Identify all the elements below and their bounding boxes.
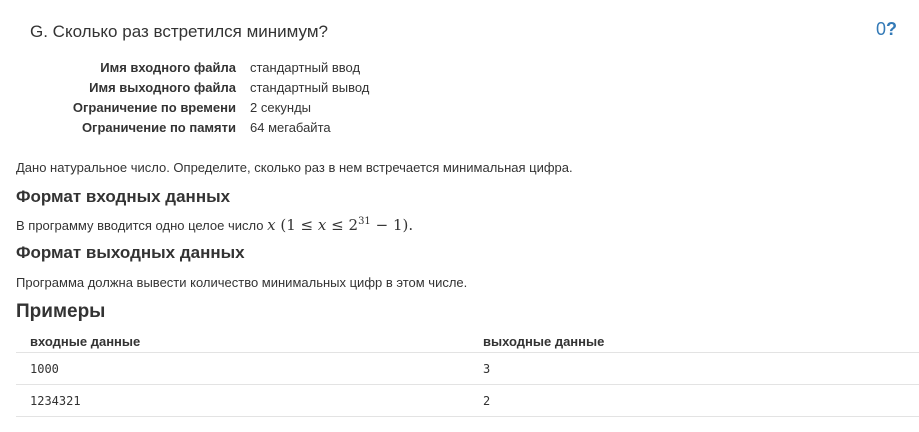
- problem-properties: [30, 58, 369, 138]
- property-value: стандартный вывод: [250, 80, 370, 95]
- output-format-text: Программа должна вывести количество минимальных цифр в этом числе.: [16, 275, 468, 290]
- property-label: Ограничение по памяти: [81, 120, 236, 135]
- problem-statement: Дано натуральное число. Определите, сколько раз в нем встречается минимальная цифра.: [16, 160, 573, 175]
- example-output: 3: [469, 353, 919, 385]
- property-row: [30, 58, 369, 78]
- column-header-input: входные данные: [16, 330, 469, 353]
- property-value: 64 мегабайта: [250, 120, 331, 135]
- output-format-heading: Формат выходных данных: [16, 243, 245, 262]
- table-row: [16, 385, 919, 417]
- property-row: [30, 78, 369, 98]
- examples-heading: Примеры: [16, 301, 106, 322]
- score-indicator[interactable]: [876, 19, 897, 40]
- problem-header: [0, 0, 919, 56]
- column-header-output: выходные данные: [469, 330, 919, 353]
- example-input: 1000: [16, 353, 469, 385]
- input-format-heading: Формат входных данных: [16, 187, 231, 206]
- example-output: 2: [469, 385, 919, 417]
- property-label: Имя выходного файла: [89, 80, 236, 95]
- table-row: [16, 353, 919, 385]
- example-input: 1234321: [16, 385, 469, 417]
- score-value: 0: [875, 19, 886, 39]
- examples-header-row: [16, 330, 919, 353]
- property-label: Ограничение по времени: [72, 100, 236, 115]
- help-question-icon[interactable]: ?: [886, 19, 897, 39]
- problem-title: G. Сколько раз встретился минимум?: [30, 22, 328, 41]
- property-value: стандартный ввод: [250, 60, 361, 75]
- math-formula: x $(1 \le x \le 2^{31} - 1)$.: [267, 216, 414, 234]
- property-row: [30, 118, 369, 138]
- input-format-text: [16, 216, 413, 234]
- input-format-sentence: В программу вводится одно целое число: [16, 218, 264, 233]
- property-value: 2 секунды: [250, 100, 312, 115]
- property-label: Имя входного файла: [100, 60, 236, 75]
- property-row: [30, 98, 369, 118]
- examples-table: [16, 330, 919, 417]
